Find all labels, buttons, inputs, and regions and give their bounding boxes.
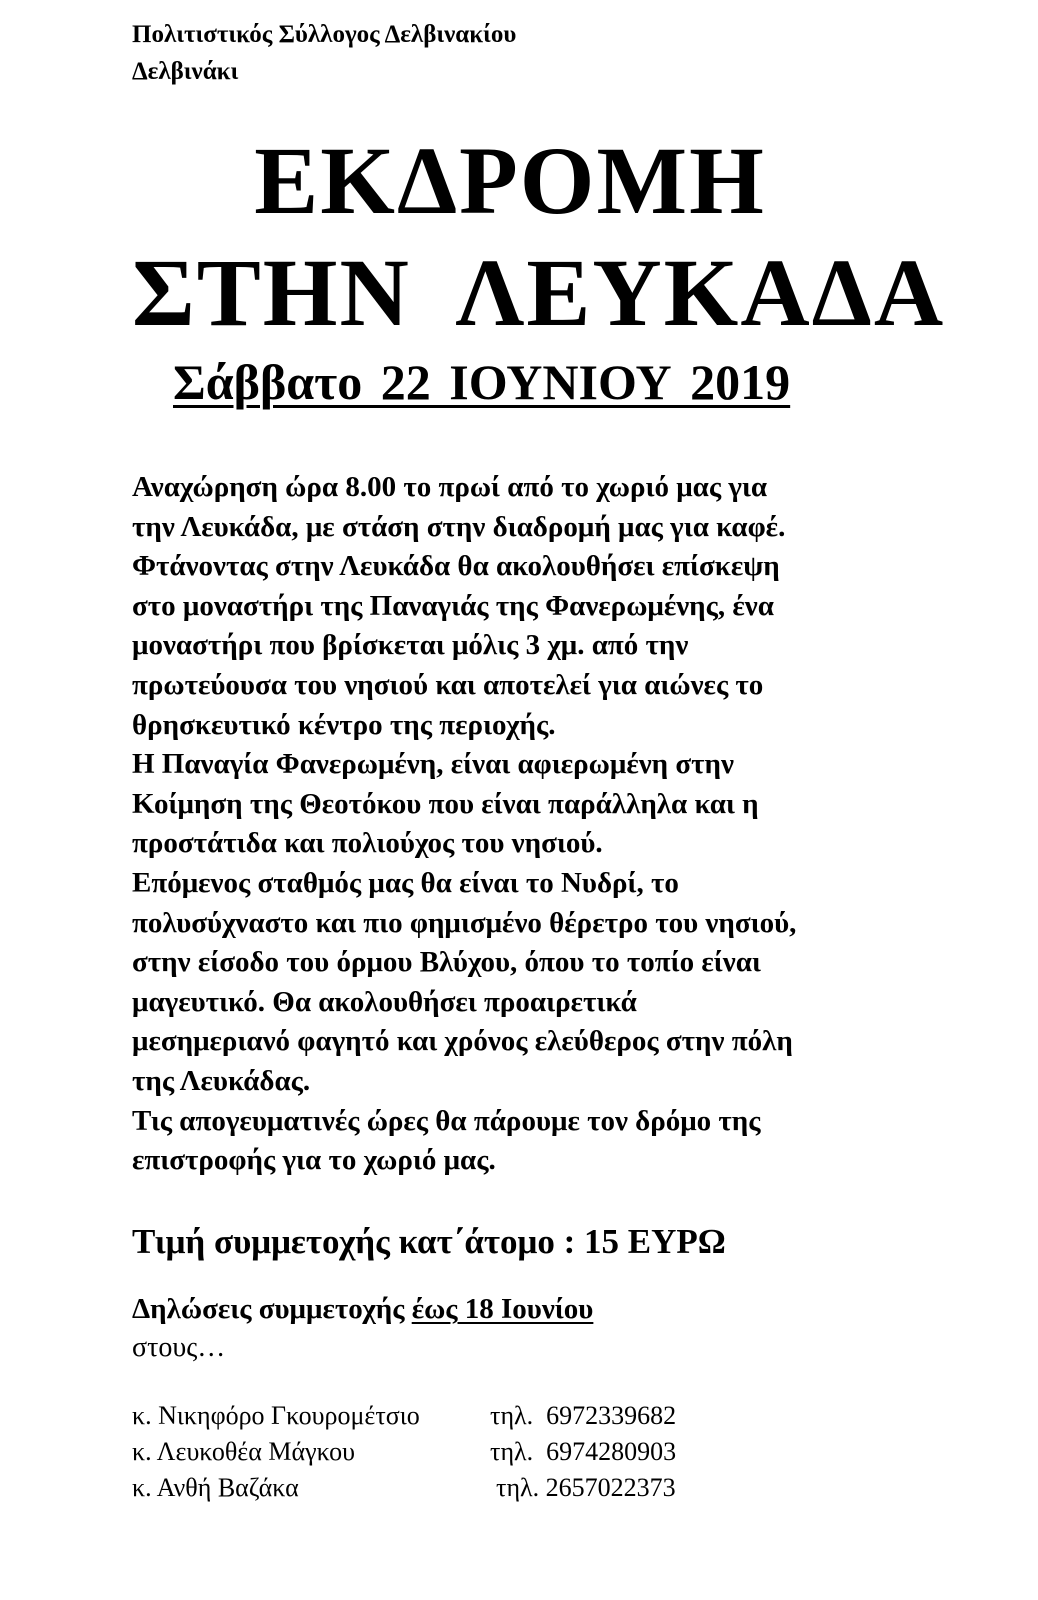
description-line: πολυσύχναστο και πιο φημισμένο θέρετρο του νησιού,: [132, 906, 797, 939]
contact-name: κ. Λευκοθέα Μάγκου: [132, 1437, 355, 1466]
event-date: Σάββατο 22 ΙΟΥΝΙΟΥ 2019: [173, 354, 791, 410]
description: [132, 468, 932, 1181]
description-line: Κοίμηση της Θεοτόκου που είναι παράλληλα και η: [132, 787, 759, 820]
registration-to: στους…: [132, 1332, 226, 1363]
description-line: επιστροφής για το χωριό μας.: [132, 1144, 496, 1177]
header: [132, 16, 516, 90]
description-line: στο μοναστήρι της Παναγιάς της Φανερωμένης, ένα: [132, 589, 774, 622]
description-line: πρωτεύουσα του νησιού και αποτελεί για αιώνες το: [132, 668, 764, 701]
description-line: Τις απογευματινές ώρες θα πάρουμε τον δρόμο της: [132, 1104, 761, 1137]
title-line-2: ΣΤΗΝ ΛΕΥΚΑΔΑ: [132, 239, 946, 346]
contact-name: κ. Ανθή Βαζάκα: [132, 1473, 299, 1502]
contact-phone: τηλ. 2657022373: [496, 1473, 676, 1502]
description-line: την Λευκάδα, με στάση στην διαδρομή μας για καφέ.: [132, 510, 786, 543]
registration-label: Δηλώσεις συμμετοχής: [132, 1293, 405, 1325]
contact-phone: τηλ. 6974280903: [490, 1437, 677, 1466]
deadline-date: έως 18 Ιουνίου: [411, 1293, 594, 1325]
contact-phone: τηλ. 6972339682: [490, 1401, 677, 1430]
description-line: στην είσοδο του όρμου Βλύχου, όπου το τοπίο είναι: [132, 946, 761, 979]
contact-name: κ. Νικηφόρο Γκουρομέτσιο: [132, 1401, 420, 1430]
description-line: μαγευτικό. Θα ακολουθήσει προαιρετικά: [132, 985, 637, 1018]
title-line-1: ΕΚΔΡΟΜΗ: [254, 127, 766, 234]
participation-price: Τιμή συμμετοχής κατ΄άτομο : 15 ΕΥΡΩ: [132, 1222, 726, 1261]
description-line: προστάτιδα και πολιούχος του νησιού.: [132, 827, 603, 860]
registration-deadline: [132, 1290, 593, 1328]
description-line: Επόμενος σταθμός μας θα είναι το Νυδρί, το: [132, 866, 679, 899]
description-line: θρησκευτικό κέντρο της περιοχής.: [132, 708, 556, 741]
description-line: μεσημεριανό φαγητό και χρόνος ελεύθερος στην πόλη: [132, 1025, 793, 1058]
village-name: Δελβινάκι: [132, 58, 239, 85]
description-line: μοναστήρι που βρίσκεται μόλις 3 χμ. από την: [132, 629, 689, 662]
description-line: Φτάνοντας στην Λευκάδα θα ακολουθήσει επίσκεψη: [132, 550, 780, 583]
description-line: Η Παναγία Φανερωμένη, είναι αφιερωμένη στην: [132, 748, 734, 781]
description-line: Αναχώρηση ώρα 8.00 το πρωί από το χωριό μας για: [132, 471, 768, 503]
association-name: Πολιτιστικός Σύλλογος Δελβινακίου: [132, 21, 517, 48]
description-line: της Λευκάδας.: [132, 1064, 311, 1097]
